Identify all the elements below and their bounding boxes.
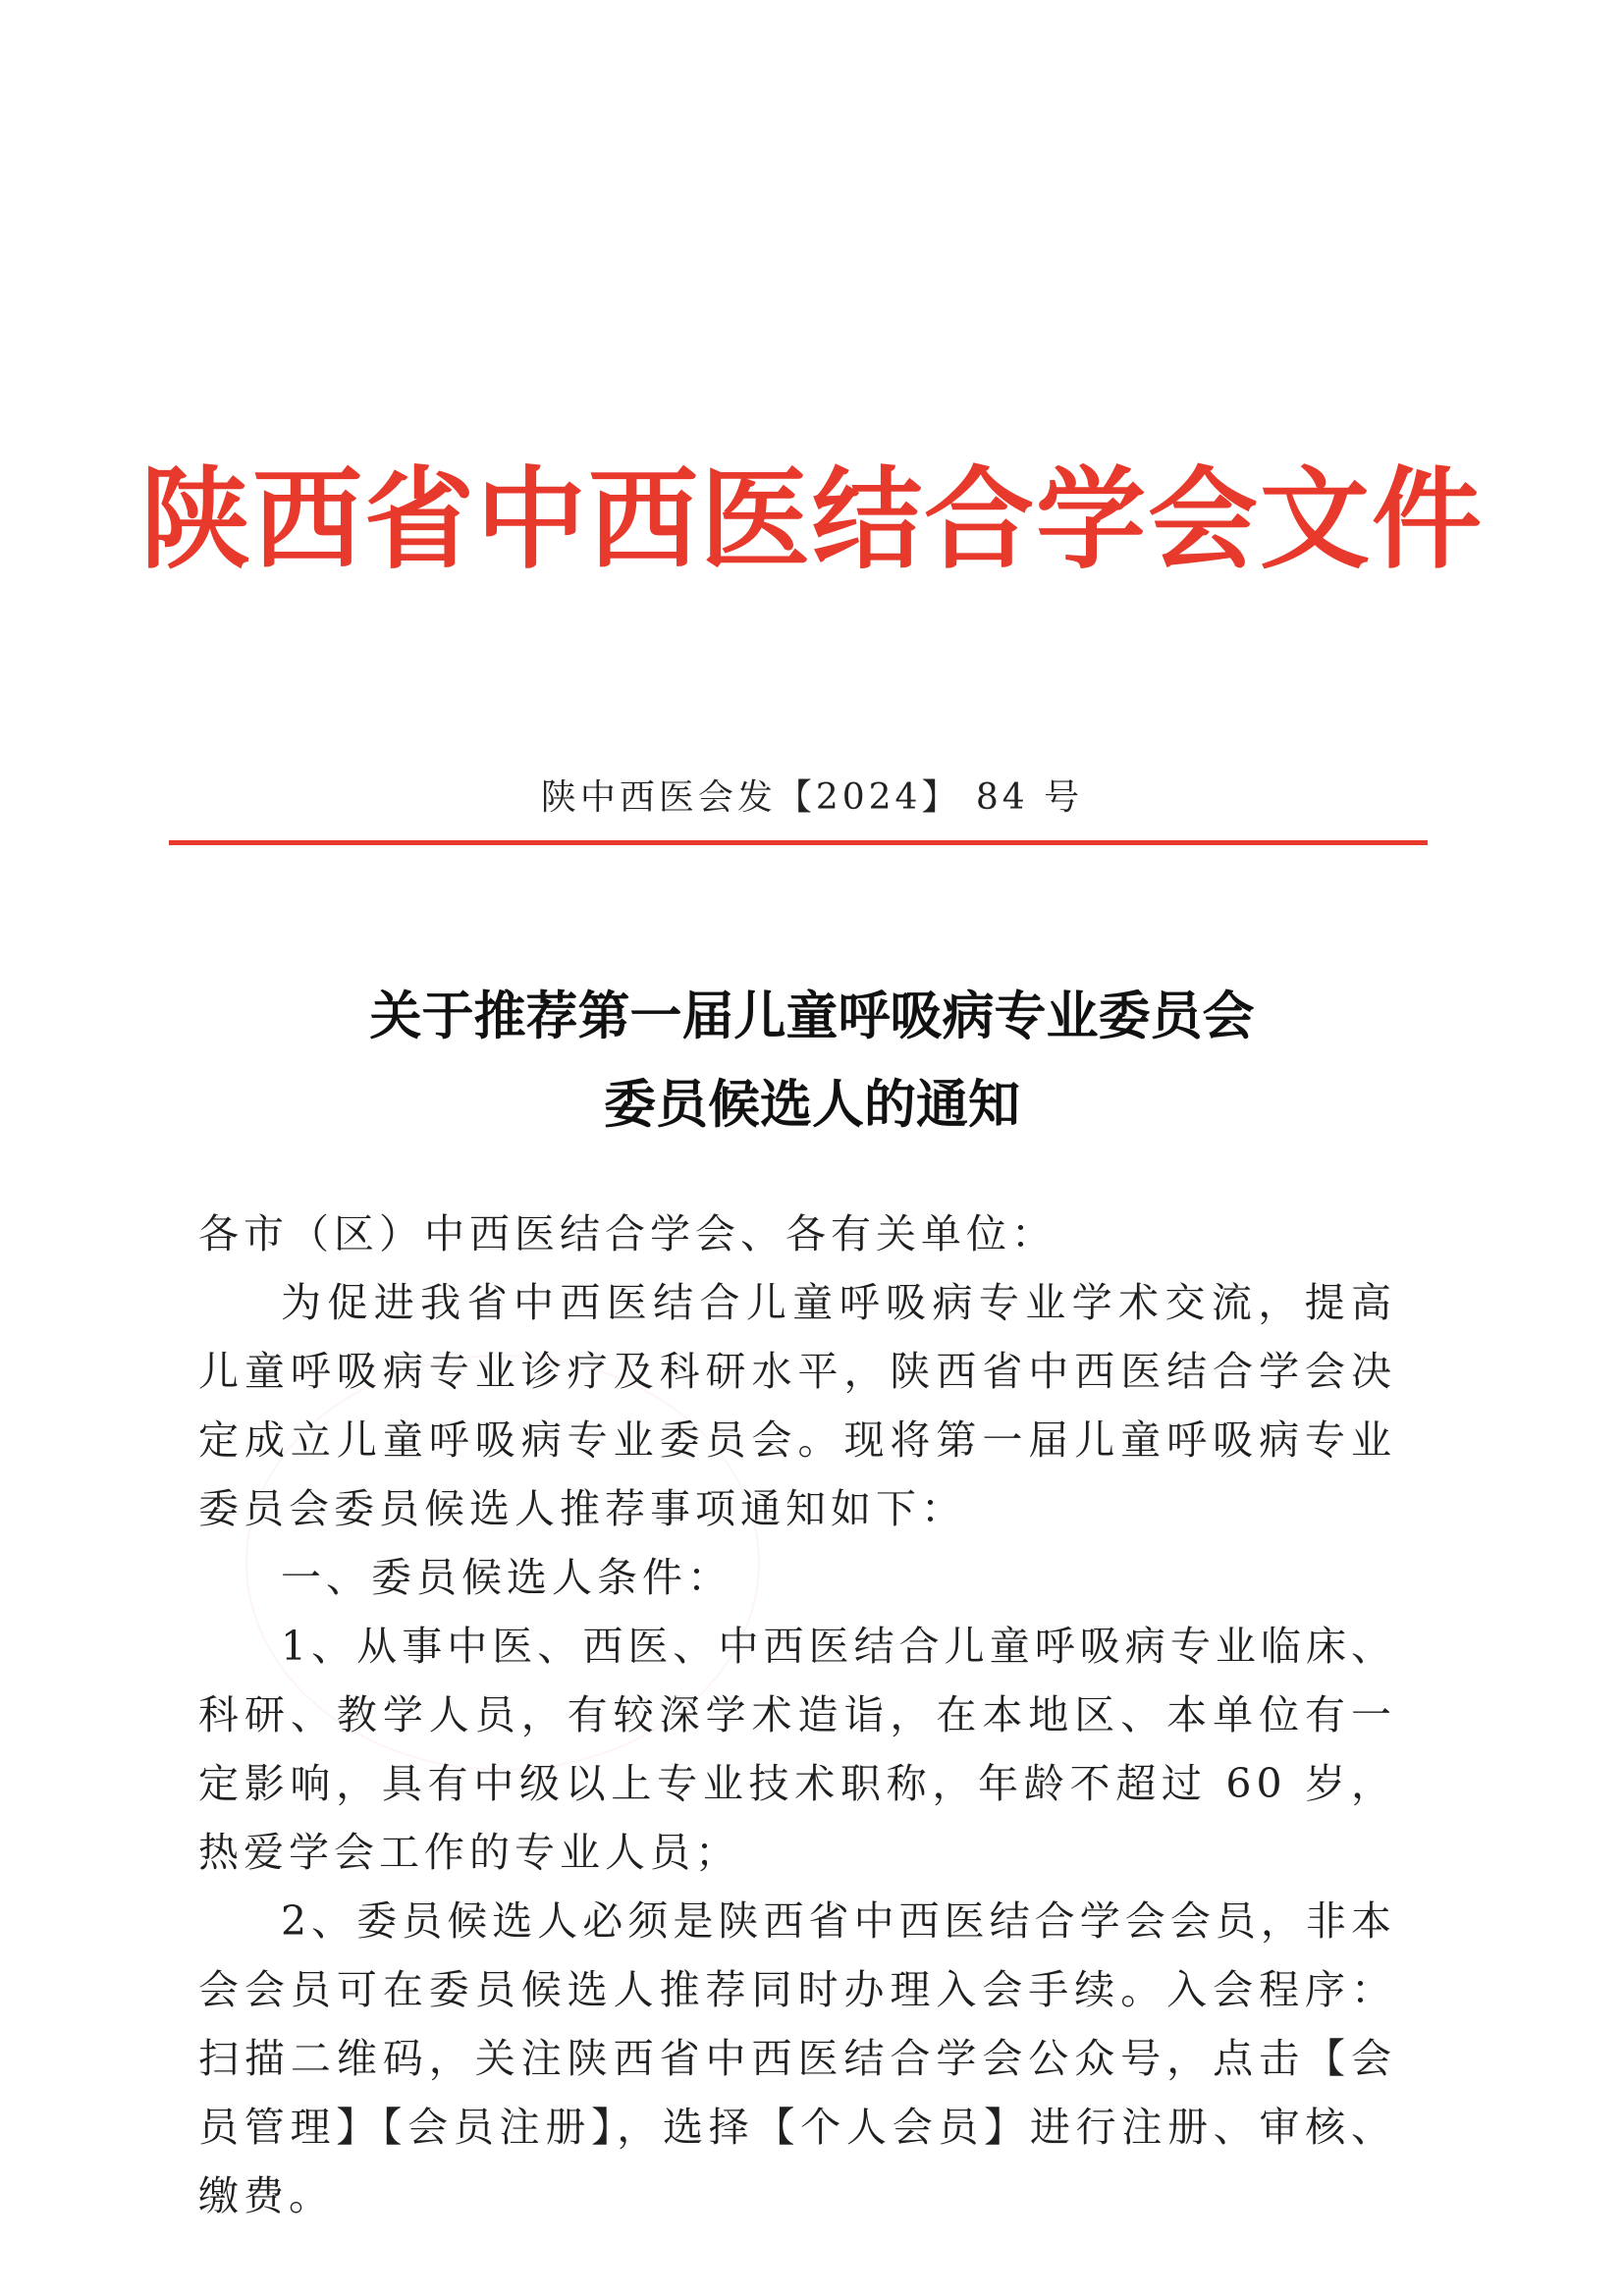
notice-title [0, 972, 1624, 1148]
notice-title-line-1: 关于推荐第一届儿童呼吸病专业委员会 [369, 986, 1255, 1046]
salutation: 各市（区）中西医结合学会、各有关单位： [198, 1210, 1056, 1257]
notice-body [198, 1200, 1396, 2230]
red-divider-line [169, 840, 1428, 845]
document-number: 陕中西医会发【2024】 84 号 [540, 777, 1084, 818]
condition-item-1: 1、从事中医、西医、中西医结合儿童呼吸病专业临床、科研、教学人员，有较深学术造诣，在本地区、本单位有一定影响，具有中级以上专业技术职称，年龄不超过 60 岁，热爱学会工作的专业人员； [198, 1623, 1396, 1876]
intro-paragraph: 为促进我省中西医结合儿童呼吸病专业学术交流，提高儿童呼吸病专业诊疗及科研水平，陕西省中西医结合学会决定成立儿童呼吸病专业委员会。现将第一届儿童呼吸病专业委员会委员候选人推荐事项通知如下： [198, 1279, 1396, 1532]
section-1-heading: 一、委员候选人条件： [281, 1554, 732, 1601]
masthead-title: 陕西省中西医结合学会文件 [140, 455, 1484, 584]
condition-item-2: 2、委员候选人必须是陕西省中西医结合学会会员，非本会会员可在委员候选人推荐同时办理入会手续。入会程序：扫描二维码，关注陕西省中西医结合学会公众号，点击【会员管理】【会员注册】，选择【个人会员】进行注册、审核、缴费。 [198, 1897, 1396, 2219]
notice-title-line-2: 委员候选人的通知 [604, 1074, 1020, 1135]
